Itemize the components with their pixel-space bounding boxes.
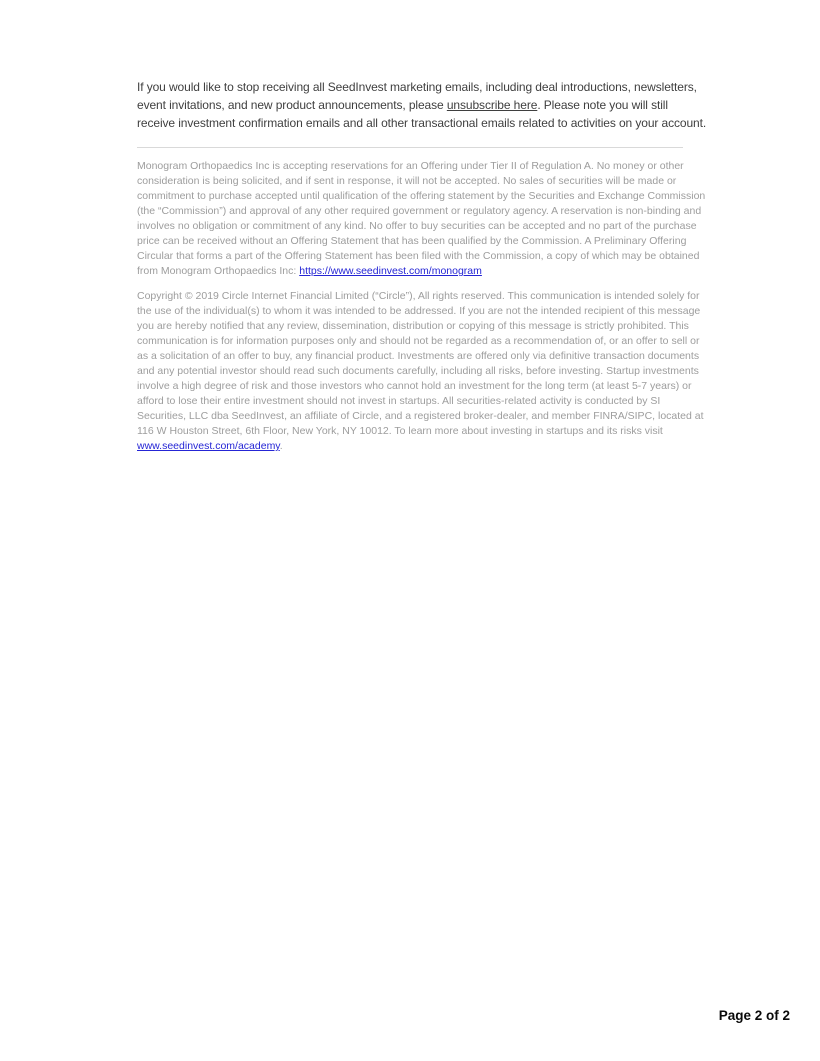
copyright-disclaimer-text: Copyright © 2019 Circle Internet Financial Limited (“Circle”), All rights reserved. This communication is intended solely for the use of the individual(s) to whom it was intended to be addressed. If you are not the intended recipient of this message you are hereby notified that any review, dissemination, distribution or copying of this message is strictly prohibited. This communication is for information purposes only and should not be regarded as a recommendation of, or an offer to sell or as a solicitation of an offer to buy, any financial product. Investments are offered only via definitive transaction documents and any potential investor should read such documents carefully, including all risks, before investing. Startup investments involve a high degree of risk and those investors who cannot hold an investment for the long term (at least 5-7 years) or afford to lose their entire investment should not invest in startups. All securities-related activity is conducted by SI Securities, LLC dba SeedInvest, an affiliate of Circle, and a registered broker-dealer, and member FINRA/SIPC, located at 116 W Houston Street, 6th Floor, New York, NY 10012. To learn more about investing in startups and its risks visit [137,290,704,437]
copyright-disclaimer-text-after: . [279,440,283,452]
email-body [137,0,709,454]
monogram-offering-link[interactable]: https://www.seedinvest.com/monogram [299,265,482,277]
unsubscribe-notice [137,78,709,132]
offering-disclaimer-text: Monogram Orthopaedics Inc is accepting reservations for an Offering under Tier II of Regulation A. No money or other consideration is being solicited, and if sent in response, it will not be accepted. No sales of securities will be made or commitment to purchase accepted until qualification of the offering statement by the Securities and Exchange Commission (the “Commission”) and approval of any other required government or regulatory agency. A reservation is non-binding and involves no obligation or commitment of any kind. No offer to buy securities can be accepted and no part of the purchase price can be received without an Offering Statement that has been qualified by the Commission. A Preliminary Offering Circular that forms a part of the Offering Statement has been filed with the Commission, a copy of which may be obtained from Monogram Orthopaedics Inc: [137,160,706,277]
seedinvest-academy-link[interactable]: www.seedinvest.com/academy [137,440,280,452]
offering-disclaimer [137,159,709,279]
section-divider [137,147,683,148]
unsubscribe-text-before: If you would like to stop receiving all SeedInvest marketing emails, including deal introductions, newsletters, event invitations, and new product announcements, please [137,80,697,112]
page-number: Page 2 of 2 [718,1008,790,1023]
copyright-disclaimer [137,289,709,454]
unsubscribe-link[interactable]: unsubscribe here [446,98,538,112]
unsubscribe-text-after: . Please note you will still receive investment confirmation emails and all other transactional emails related to activities on your account. [137,98,707,130]
